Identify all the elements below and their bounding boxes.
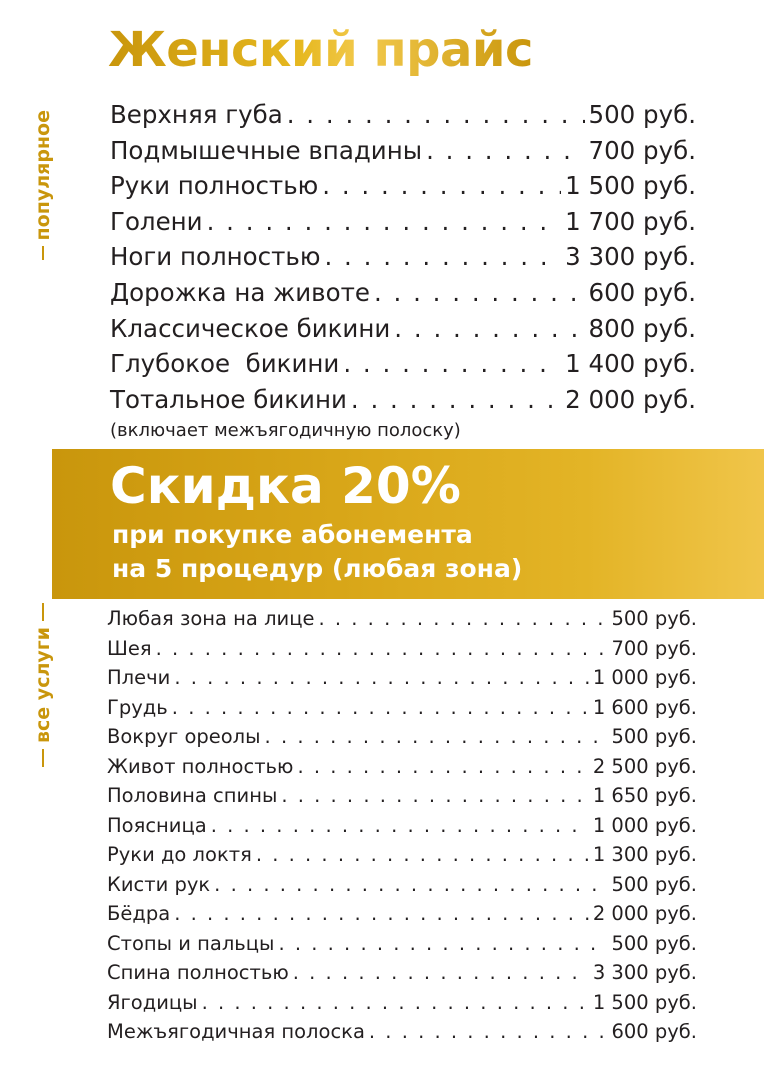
price-row — [107, 991, 697, 1021]
service-price: 3 300 руб. — [565, 242, 696, 272]
service-price: 500 руб. — [611, 872, 697, 896]
price-row — [107, 666, 697, 696]
price-row — [107, 607, 697, 637]
price-row — [107, 725, 697, 755]
dot-leader — [426, 136, 584, 165]
dot-leader — [318, 607, 607, 630]
service-price: 1 000 руб. — [592, 666, 697, 689]
dot-leader — [281, 784, 588, 807]
service-name: Плечи — [107, 666, 171, 689]
service-price: 1 700 руб. — [565, 206, 696, 236]
side-label-popular-text: популярное — [32, 110, 54, 241]
service-name: Руки до локтя — [107, 843, 252, 866]
service-name: Поясница — [107, 813, 207, 837]
service-name: Голени — [110, 206, 203, 236]
price-row — [107, 873, 697, 903]
price-row — [107, 961, 697, 991]
service-name: Бёдра — [107, 902, 171, 925]
service-name: Спина полностью — [107, 961, 289, 984]
service-price: 600 руб. — [588, 277, 696, 307]
service-name: Глубокое бикини — [110, 349, 340, 379]
discount-line-2: на 5 процедур (любая зона) — [112, 554, 523, 583]
dot-leader — [207, 207, 562, 236]
price-row — [110, 278, 696, 314]
side-divider — [42, 246, 44, 260]
service-price: 1 600 руб. — [592, 695, 697, 719]
discount-title: Скидка 20% — [110, 457, 461, 515]
service-price: 1 400 руб. — [565, 349, 696, 379]
service-price: 500 руб. — [588, 100, 696, 129]
service-price: 1 300 руб. — [592, 843, 697, 866]
dot-leader — [324, 242, 561, 271]
service-price: 700 руб. — [611, 636, 697, 660]
price-row — [110, 242, 696, 278]
price-row — [107, 696, 697, 726]
dot-leader — [211, 814, 589, 837]
price-row — [107, 784, 697, 814]
service-price: 1 500 руб. — [565, 171, 696, 201]
price-row — [107, 932, 697, 962]
discount-line-1: при покупке абонемента — [112, 520, 473, 549]
service-name: Ноги полностью — [110, 242, 321, 272]
service-name: Подмышечные впадины — [110, 135, 423, 165]
service-name: Любая зона на лице — [107, 607, 315, 630]
service-price: 2 500 руб. — [592, 754, 697, 778]
service-name: Ягодицы — [107, 990, 198, 1014]
dot-leader — [278, 932, 607, 955]
dot-leader — [287, 100, 585, 129]
dot-leader — [394, 314, 584, 343]
service-price: 600 руб. — [611, 1020, 697, 1043]
dot-leader — [374, 278, 585, 307]
dot-leader — [351, 385, 561, 414]
price-row — [110, 171, 696, 207]
price-row — [110, 385, 696, 421]
service-name: Верхняя губа — [110, 100, 283, 129]
service-price: 3 300 руб. — [592, 961, 697, 984]
bikini-note: (включает межъягодичную полоску) — [110, 420, 461, 441]
service-name: Половина спины — [107, 784, 278, 807]
side-label-popular — [28, 110, 58, 265]
service-price: 800 руб. — [588, 313, 696, 343]
service-name: Тотальное бикини — [110, 384, 347, 414]
dot-leader — [343, 349, 561, 378]
service-price: 500 руб. — [611, 725, 697, 748]
dot-leader — [202, 991, 589, 1014]
service-name: Шея — [107, 636, 152, 660]
dot-leader — [297, 755, 588, 778]
popular-price-list — [110, 100, 696, 420]
service-price: 500 руб. — [611, 607, 697, 630]
service-name: Вокруг ореолы — [107, 725, 261, 748]
service-price: 1 650 руб. — [592, 784, 697, 807]
service-price: 500 руб. — [611, 931, 697, 955]
dot-leader — [172, 696, 589, 719]
dot-leader — [156, 637, 608, 660]
dot-leader — [293, 961, 589, 984]
service-name: Стопы и пальцы — [107, 931, 275, 955]
side-divider — [42, 603, 44, 621]
price-row — [107, 843, 697, 873]
dot-leader — [369, 1020, 608, 1043]
discount-banner — [52, 449, 764, 599]
price-row — [110, 136, 696, 172]
service-price: 1 000 руб. — [592, 813, 697, 837]
price-row — [110, 349, 696, 385]
service-price: 2 000 руб. — [592, 902, 697, 925]
price-row — [107, 814, 697, 844]
dot-leader — [174, 902, 589, 925]
price-row — [110, 207, 696, 243]
dot-leader — [322, 171, 561, 200]
side-label-all-text: все услуги — [32, 627, 54, 743]
price-row — [107, 1020, 697, 1050]
service-name: Дорожка на животе — [110, 277, 370, 307]
price-row — [107, 902, 697, 932]
service-price: 1 500 руб. — [592, 990, 697, 1014]
dot-leader — [214, 873, 607, 896]
service-name: Классическое бикини — [110, 313, 391, 343]
price-row — [107, 637, 697, 667]
service-name: Кисти рук — [107, 872, 211, 896]
dot-leader — [256, 843, 589, 866]
price-row — [110, 100, 696, 136]
price-row — [107, 755, 697, 785]
service-name: Грудь — [107, 695, 168, 719]
service-price: 2 000 руб. — [565, 384, 696, 414]
price-row — [110, 314, 696, 350]
side-label-all — [28, 603, 58, 779]
dot-leader — [174, 666, 589, 689]
service-name: Межъягодичная полоска — [107, 1020, 365, 1043]
service-name: Руки полностью — [110, 171, 319, 201]
service-name: Живот полностью — [107, 754, 294, 778]
side-divider — [42, 749, 44, 767]
page-title: Женский прайс — [108, 22, 533, 78]
service-price: 700 руб. — [588, 135, 696, 165]
dot-leader — [265, 725, 608, 748]
all-price-list — [107, 607, 697, 1050]
